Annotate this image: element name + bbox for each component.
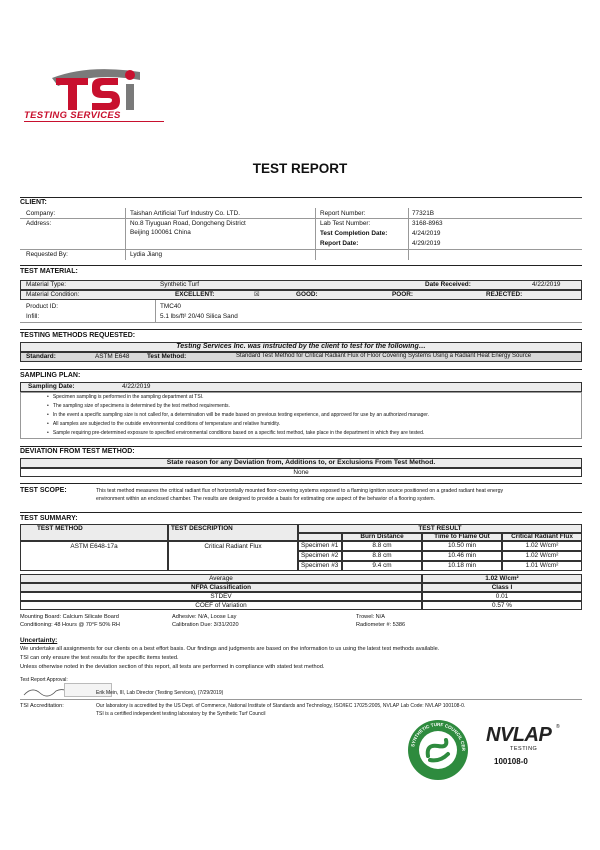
bullet-item: • Specimen sampling is performed in the sampling department at TSI. — [47, 394, 204, 400]
accreditation-label: TSI Accreditation: — [20, 703, 64, 709]
uncertainty-line2: TSI can only ensure the test results for the specific items tested. — [20, 655, 179, 661]
lab-number-value: 3168-8963 — [412, 220, 443, 227]
test-method-value: Standard Test Method for Critical Radiant Flux of Floor Covering Systems Using a Radiant Heat Energy Source — [236, 353, 532, 359]
average-value: 1.02 W/cm² — [422, 574, 582, 583]
nvlap-wordmark: NVLAP — [486, 724, 552, 746]
bullet-item: • In the event a specific sampling size is not called for, a determination will be made based on previous testing experience, and approved for use by an authorized manager. — [47, 412, 429, 418]
deviation-heading: DEVIATION FROM TEST METHOD: — [20, 448, 135, 455]
cov-value: 0.57 % — [422, 601, 582, 610]
stdev-label: STDEV — [20, 592, 422, 601]
logo-tagline: TESTING SERVICES — [24, 110, 121, 121]
bullet-item: • The sampling size of specimens is determined by the test method requirements. — [47, 403, 230, 409]
radiometer: Radiometer #: 5386 — [356, 622, 406, 628]
product-label: Product ID: — [26, 303, 58, 310]
col-burn: Burn Distance — [342, 533, 422, 541]
uncertainty-line1: We undertake all assignments for our clients on a best effort basis. Our findings and judgments are based on the information to us using the latest test methods available. — [20, 646, 440, 652]
requested-label: Requested By: — [26, 251, 68, 258]
scope-line1: This test method measures the critical radiant flux of horizontally mounted floor-covering systems exposed to a flaming ignition source positioned on a graded radiant heat energy — [96, 488, 504, 494]
material-type-value: Synthetic Turf — [160, 281, 200, 288]
trowel: Trowel: N/A — [356, 614, 386, 620]
client-heading: CLIENT: — [20, 199, 47, 206]
specimen-3-time: 10.18 min — [422, 561, 502, 571]
specimen-1-time: 10.50 min — [422, 541, 502, 551]
approval-signer: Erik Mein, III, Lab Director (Testing Services), (7/29/2019) — [96, 690, 224, 696]
standard-value: ASTM E648 — [95, 353, 130, 360]
material-type-label: Material Type: — [26, 281, 67, 288]
specimen-1-name: Specimen #1 — [298, 541, 342, 551]
accreditation-line2: TSI is a certified independent testing laboratory by the Synthetic Turf Council — [96, 711, 266, 717]
nfpa-label: NFPA Classification — [20, 583, 422, 592]
standard-label: Standard: — [26, 353, 56, 360]
bullet-item: • All samples are subjected to the outside environmental conditions of temperature and relative humidity. — [47, 421, 281, 427]
accreditation-line1: Our laboratory is accredited by the US Dept. of Commerce, National Institute of Standards and Technology, ISO/IEC 17025:2005, NVLAP Lab Code: NVLAP 100108-0. — [96, 703, 466, 709]
col-method: TEST METHOD — [20, 524, 168, 541]
methods-heading: TESTING METHODS REQUESTED: — [20, 332, 136, 339]
requested-value: Lydia Jiang — [130, 251, 163, 258]
completion-label: Test Completion Date: — [320, 230, 388, 237]
sampling-heading: SAMPLING PLAN: — [20, 372, 81, 379]
date-received-label: Date Received: — [425, 281, 471, 288]
sampling-date-label: Sampling Date: — [28, 383, 75, 390]
specimen-1-flux: 1.02 W/cm² — [502, 541, 582, 551]
sampling-date-value: 4/22/2019 — [122, 383, 151, 390]
nvlap-registered-icon: ® — [556, 724, 560, 730]
report-date-value: 4/29/2019 — [412, 240, 441, 247]
col-result: TEST RESULT — [298, 524, 582, 533]
infill-label: Infill: — [26, 313, 40, 320]
scope-heading: TEST SCOPE: — [20, 487, 67, 494]
infill-value: 5.1 lbs/ft² 20/40 Silica Sand — [160, 313, 238, 320]
lab-number-label: Lab Test Number: — [320, 220, 371, 227]
specimen-2-name: Specimen #2 — [298, 551, 342, 561]
condition-label: Material Condition: — [26, 291, 80, 298]
address-label: Address: — [26, 220, 52, 227]
excellent-checkbox[interactable]: ☒ — [254, 290, 260, 298]
report-number-value: 77321B — [412, 210, 435, 217]
average-label: Average — [20, 574, 422, 583]
address-line1: No.8 Tiyuguan Road, Dongcheng District — [130, 220, 246, 227]
specimen-3-burn: 9.4 cm — [342, 561, 422, 571]
col-flux: Critical Radiant Flux — [502, 533, 582, 541]
adhesive: Adhesive: N/A, Loose Lay — [172, 614, 237, 620]
stc-certified-badge — [406, 718, 470, 782]
page-title: TEST REPORT — [252, 161, 348, 176]
date-received-value: 4/22/2019 — [532, 281, 561, 288]
methods-instruction: Testing Services Inc. was instructed by the client to test for the following… — [20, 342, 582, 352]
conditioning: Conditioning: 48 Hours @ 70°F 50% RH — [20, 622, 120, 628]
completion-value: 4/24/2019 — [412, 230, 441, 237]
company-value: Taishan Artificial Turf Industry Co. LTD. — [130, 210, 240, 217]
rejected-label: REJECTED: — [486, 291, 523, 298]
mounting-board: Mounting Board: Calcium Silicate Board — [20, 614, 119, 620]
cov-label: COEF of Variation — [20, 601, 422, 610]
test-method-label: Test Method: — [147, 353, 187, 360]
bullet-item: • Sample requiring pre-determined exposure to specified environmental conditions based on a specific test method, take place in the department in which they are tested. — [47, 430, 425, 436]
specimen-1-burn: 8.8 cm — [342, 541, 422, 551]
nvlap-code: 100108-0 — [494, 757, 528, 766]
stc-badge-text: SYNTHETIC TURF COUNCIL CER — [410, 721, 467, 752]
summary-table — [20, 524, 582, 612]
method-value: ASTM E648-17a — [20, 541, 168, 571]
col-time: Time to Flame Out — [422, 533, 502, 541]
specimen-3-name: Specimen #3 — [298, 561, 342, 571]
logo-underline — [24, 121, 164, 122]
company-label: Company: — [26, 210, 56, 217]
product-value: TMC40 — [160, 303, 181, 310]
scope-line2: environment within an enclosed chamber. The results are designed to provide a basis for estimating one aspect of the behavior of a flooring system. — [96, 496, 436, 502]
deviation-prompt: State reason for any Deviation from, Additions to, or Exclusions From Test Method. — [20, 458, 582, 468]
specimen-2-flux: 1.02 W/cm² — [502, 551, 582, 561]
description-value: Critical Radiant Flux — [168, 541, 298, 571]
report-number-label: Report Number: — [320, 210, 366, 217]
summary-heading: TEST SUMMARY: — [20, 515, 78, 522]
col-description: TEST DESCRIPTION — [168, 524, 298, 541]
excellent-label: EXCELLENT: — [175, 291, 215, 298]
approval-label: Test Report Approval: — [20, 677, 68, 683]
uncertainty-line3: Unless otherwise noted in the deviation section of this report, all tests are performed in compliance with stated test method. — [20, 664, 325, 670]
specimen-2-time: 10.46 min — [422, 551, 502, 561]
calibration-due: Calibration Due: 3/31/2020 — [172, 622, 239, 628]
specimen-3-flux: 1.01 W/cm² — [502, 561, 582, 571]
nvlap-testing-label: TESTING — [510, 746, 538, 752]
poor-label: POOR: — [392, 291, 413, 298]
good-label: GOOD: — [296, 291, 318, 298]
deviation-value: None — [20, 468, 582, 477]
stdev-value: 0.01 — [422, 592, 582, 601]
material-heading: TEST MATERIAL: — [20, 268, 78, 275]
address-line2: Beijing 100061 China — [130, 229, 191, 236]
report-date-label: Report Date: — [320, 240, 359, 247]
specimen-2-burn: 8.8 cm — [342, 551, 422, 561]
nfpa-value: Class I — [422, 583, 582, 592]
sampling-bullets — [20, 392, 582, 439]
uncertainty-heading: Uncertainty: — [20, 637, 58, 644]
